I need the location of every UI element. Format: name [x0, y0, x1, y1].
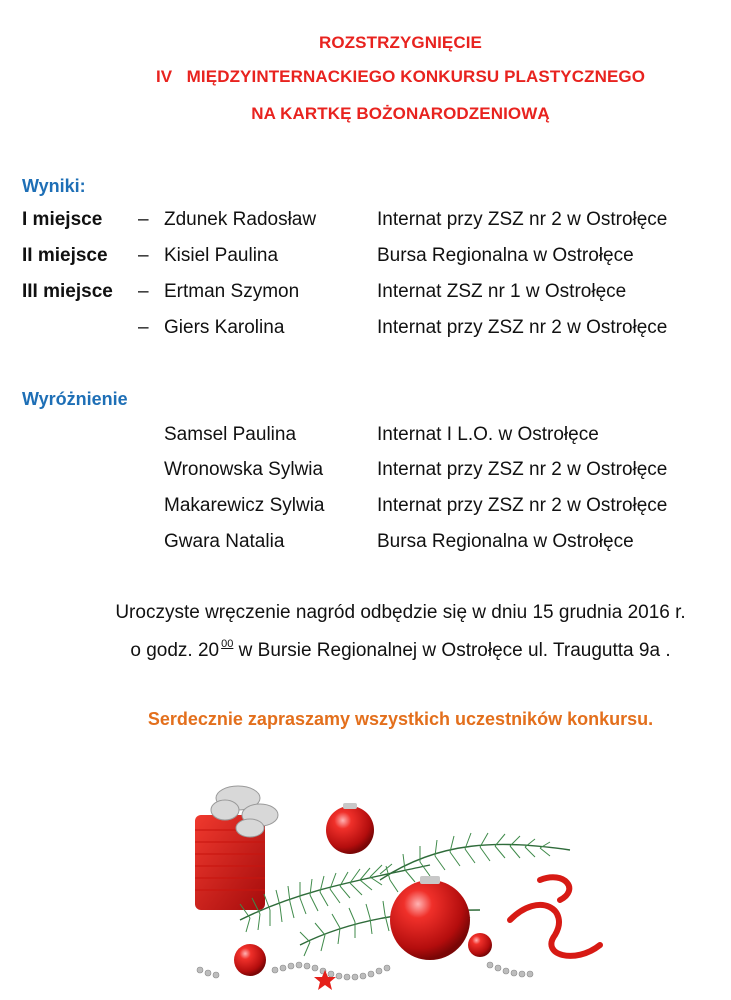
result-place: I miejsce	[22, 209, 103, 230]
honor-name: Samsel Paulina	[164, 424, 297, 445]
result-institution: Internat ZSZ nr 1 w Ostrołęce	[377, 281, 627, 302]
result-dash: –	[138, 245, 149, 266]
ceremony-venue: w Bursie Regionalnej w Ostrołęce ul. Traugutta 9a .	[233, 640, 671, 661]
ceremony-minutes: 00	[221, 638, 234, 650]
result-row	[0, 317, 731, 343]
honor-institution: Internat przy ZSZ nr 2 w Ostrołęce	[377, 459, 668, 480]
result-name: Zdunek Radosław	[164, 209, 317, 230]
title-line-1: ROZSTRZYGNIĘCIE	[318, 33, 482, 52]
result-row	[0, 281, 731, 307]
title-line-3: NA KARTKĘ BOŻONARODZENIOWĄ	[251, 104, 550, 123]
honors-heading: Wyróżnienie	[22, 389, 128, 409]
result-name: Kisiel Paulina	[164, 245, 279, 266]
result-institution: Bursa Regionalna w Ostrołęce	[377, 245, 634, 266]
invitation-text: Serdecznie zapraszamy wszystkich uczestników konkursu.	[147, 709, 654, 729]
result-row	[0, 209, 731, 235]
honor-row	[0, 531, 731, 557]
christmas-decoration-icon	[180, 770, 620, 1000]
result-dash: –	[138, 209, 149, 230]
result-name: Giers Karolina	[164, 317, 285, 338]
result-row	[0, 245, 731, 271]
honor-name: Makarewicz Sylwia	[164, 495, 325, 516]
honor-row	[0, 459, 731, 485]
result-name: Ertman Szymon	[164, 281, 300, 302]
result-dash: –	[138, 317, 149, 338]
ceremony-hour: o godz. 20	[130, 640, 220, 661]
result-institution: Internat przy ZSZ nr 2 w Ostrołęce	[377, 317, 668, 338]
ceremony-place-line	[35, 638, 731, 662]
honor-institution: Internat I L.O. w Ostrołęce	[377, 424, 599, 445]
result-place: II miejsce	[22, 245, 108, 266]
title-line-2: IV MIĘDZYINTERNACKIEGO KONKURSU PLASTYCZNEGO	[155, 67, 646, 86]
results-heading: Wyniki:	[22, 176, 86, 196]
honor-name: Wronowska Sylwia	[164, 459, 324, 480]
result-dash: –	[138, 281, 149, 302]
ceremony-date-line: Uroczyste wręczenie nagród odbędzie się w dniu 15 grudnia 2016 r.	[115, 602, 686, 623]
result-institution: Internat przy ZSZ nr 2 w Ostrołęce	[377, 209, 668, 230]
honor-row	[0, 424, 731, 450]
honor-institution: Internat przy ZSZ nr 2 w Ostrołęce	[377, 495, 668, 516]
honor-institution: Bursa Regionalna w Ostrołęce	[377, 531, 634, 552]
honor-row	[0, 495, 731, 521]
result-place: III miejsce	[22, 281, 113, 302]
honor-name: Gwara Natalia	[164, 531, 285, 552]
